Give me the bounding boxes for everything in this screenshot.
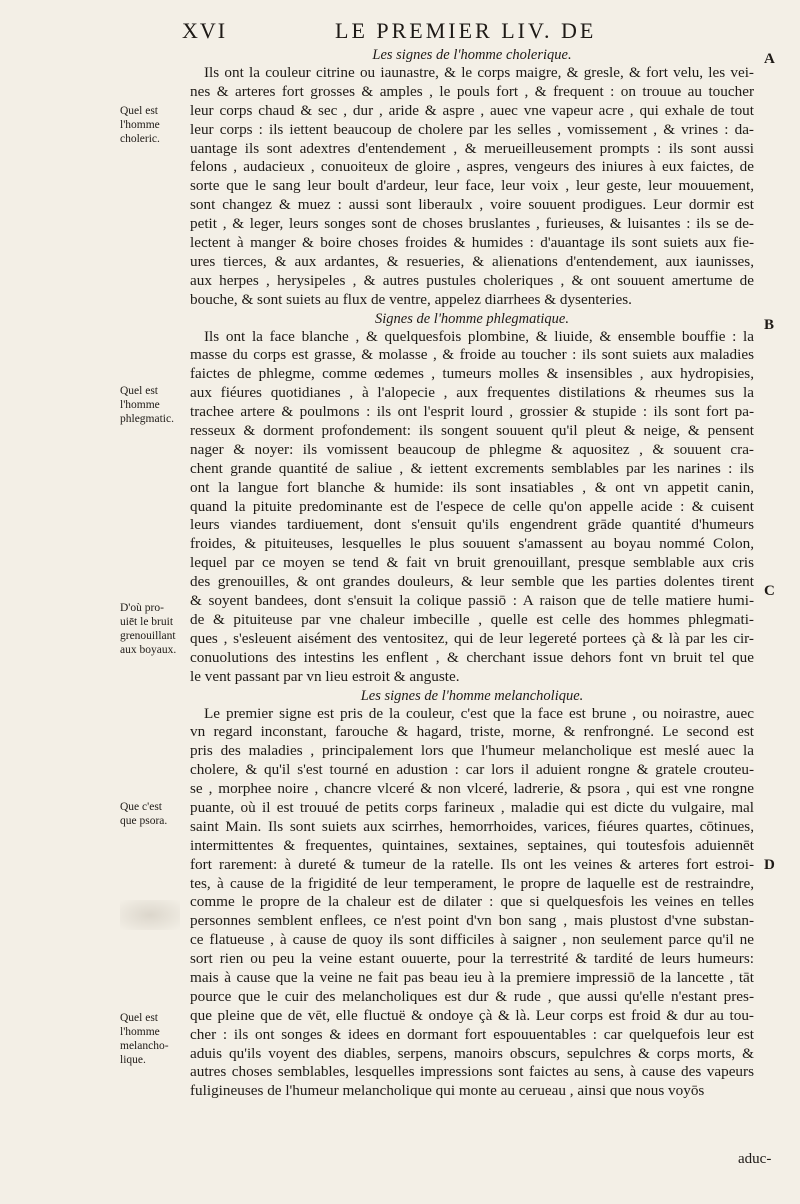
text-line: le vent passant par vn lieu estroit & anguste. [190,667,460,685]
margin-letter-c: C [764,583,775,599]
margin-note-line: que psora. [120,815,168,827]
margin-letter-b: B [764,317,775,333]
text-line: quand la pituite predominante est de l'espece de celle qu'on appelle acide : & cuisent [190,497,754,515]
margin-letter-a: A [764,51,775,67]
text-line: ce flatueuse , à cause de quoy ils sont difficiles à saigner , non seulement parce qu'il ne [190,931,754,949]
text-line: cher : ils ont songes & idees en dormant fort espouuentables : car quelquefois leur est [190,1025,754,1043]
text-line: lequel par ce moyen se tend & fait vn bruit grenouillant, presque semblable aux cris [190,554,754,572]
text-line: pris des maladies , principalement lors que l'humeur melancholique est meslé auec la [190,742,754,760]
text-line: sont changez & muez : aussi sont liberaulx , voire souuent prodigues. Leur dormir est [190,196,754,214]
text-line: leur corps : ils iettent beaucoup de cholere par les selles , vomissement , & vrines : da- [190,120,754,138]
text-line: autres choses semblables, lesquelles impressions sont faictes au sens, à cause des vapeurs [190,1063,754,1081]
page-header [0,0,800,44]
text-line: nes & arteres fort grosses & amples , le pouls fort , & frequent : on trouue au toucher [190,82,754,100]
margin-note-line: Quel est [120,1012,159,1024]
text-line: uantage ils sont adextres d'entendement , & merueilleusement prompts : ils sont aussi [190,139,754,157]
text-line: tes, à cause de la frigidité de leur temperament, le propre de laquelle est de restraindre, [190,874,754,892]
text-line: cholere, & qu'il s'est tourné en adustion : car lors il aduient rongne & gratele crouteu- [190,761,754,779]
margin-note-line: aux boyaux. [120,644,177,656]
margin-note-line: Que c'est [120,801,162,813]
catchword: aduc- [738,1151,772,1167]
margin-note-rumbling-bowels [120,601,188,657]
text-line: fuligineuses de l'humeur melancholique qui monte au cerueau , ainsi que nous voyōs [190,1082,705,1100]
text-line: nager & noyer: ils vomissent beaucoup de phlegme & aquositez , & souuent cra- [190,440,754,458]
margin-note-choleric [120,104,188,146]
margin-note-line: phlegmatic. [120,413,174,425]
text-line: mais à cause que la veine ne fait pas beau ieu à la premiere impressiō de la lancette , tāt [190,968,754,986]
margin-note-line: Quel est [120,105,159,117]
margin-letter-d: D [764,857,775,873]
text-line: des grenouilles, & ont grandes douleurs, & leur semble que les parties dolentes tirent [190,573,754,591]
margin-note-line: D'où pro- [120,602,164,614]
bleed-through-smudge [120,900,180,930]
margin-note-melancholic [120,1011,188,1067]
text-line: lectent à manger & boire choses froides & humides : d'auantage ils sont suiets aux fie- [190,234,754,252]
text-line: aduis qu'ils voyent des diables, serpens, manoirs obscurs, sepulchres & corps morts, & [190,1044,754,1062]
text-line: pource que le cuir des melancholiques est dur & rude , que aussi qu'elle n'estant pres- [190,987,754,1005]
section-body-choleric [190,64,754,310]
text-line: & soyent bandees, dont s'ensuit la colique passiō : A raison que de telle matiere humi- [190,592,754,610]
margin-note-line: Quel est [120,385,159,397]
text-line: leur corps chaud & sec , dur , aride & aspre , auec vne vapeur acre , qui exhale de tout [190,101,754,119]
text-line: se , morphee noire , chancre vlceré & non vlceré, ladrerie, & psora , qui est vne rongne [190,780,754,798]
text-line: vn regard inconstant, farouche & hagard, triste, morne, & renfrongné. Le second est [190,723,754,741]
margin-note-line: l'homme [120,399,160,411]
text-line: sort rien ou peu la veine estant ouuerte, pour la terrestrité & tardité de leurs humeurs: [190,950,754,968]
main-text [190,46,754,1101]
running-title: LE PREMIER LIV. DE [335,18,597,43]
text-line: Le premier signe est pris de la couleur, c'est que la face est brune , ou noirastre, auec [204,704,754,722]
section-heading-melancholic: Les signes de l'homme melancholique. [360,687,584,704]
text-line: chent grande quantité de saliue , & iettent excrements semblables par les narines : ils [190,459,754,477]
text-line: personnes semblent enflees, ce n'est point d'vn bon sang , mais plustost d'vne substan- [190,912,754,930]
text-line: conuolutions des intestins les enflent , & cherchant issue dehors font vn bruit tel que [190,648,754,666]
margin-note-line: grenouillant [120,630,176,642]
section-body-phlegmatic [190,328,754,687]
text-line: faictes de phlegme, comme œdemes , tumeurs molles & insensibles , aux hydropisies, [190,365,754,383]
text-line: bouche, & sont suiets au flux de ventre, appelez diarrhees & dysenteries. [190,290,632,308]
text-line: masse du corps est grasse, & molasse , & froide au toucher : ils sont suiets aux maladies [190,346,754,364]
text-line: que pleine que de vēt, elle fluctuë & ondoye çà & là. Leur corps est froid & dur au tou- [190,1006,754,1024]
margin-note-psora [120,800,188,828]
margin-note-line: l'homme [120,119,160,131]
section-heading-phlegmatic: Signes de l'homme phlegmatique. [375,310,569,327]
section-body-melancholic [190,705,754,1102]
folio-number: XVI [182,18,228,43]
margin-note-line: choleric. [120,133,160,145]
text-line: puante, où il est trouué de petits corps farineux , maladie qui est dicte du vulgaire, mal [190,798,754,816]
text-line: sorte que le sang leur boult d'ardeur, leur face, leur voix , leur geste, leur mouuement, [190,177,754,195]
text-line: comme le propre de la chaleur est de dilater : que si quelquesfois les veines en telles [190,893,754,911]
margin-note-line: melancho- [120,1040,169,1052]
text-line: petit , & leger, leurs songes sont de choses bruslantes , furieuses, & luisantes : ils se de- [190,215,754,233]
margin-note-line: l'homme [120,1026,160,1038]
text-line: felons , audacieux , conuoiteux de gloire , aspres, vengeurs des iniures à eux faictes, de [190,158,754,176]
text-line: fort rarement: à dureté & tumeur de la ratelle. Ils ont les veines & arteres fort estroi- [190,855,754,873]
text-line: de & pituiteuse par vne chaleur imbecille , quelle est celle des hommes phlegmati- [190,610,754,628]
text-line: froides, & pituiteuses, lesquelles le plus souuent s'amassent au boyau nommé Colon, [190,535,754,553]
text-line: resseux & dorment profondement: ils songent souuent qu'il pleut & neige, & pensent [190,422,754,440]
margin-note-line: lique. [120,1054,146,1066]
text-line: intermittentes & frequentes, quintaines, sextaines, septaines, qui toutesfois aduiennēt [190,836,754,854]
text-line: leurs viandes tardiuement, dont s'ensuit qu'ils engendrent grāde quantité d'humeurs [190,516,754,534]
text-line: ont la langue fort blanche & humide: ils sont insatiables , & ont vn appetit canin, [190,478,754,496]
text-line: aux fiéures quotidianes , à l'alopecie , aux frequentes distilations & rheumes sus la [190,384,754,402]
margin-note-phlegmatic [120,384,188,426]
margin-note-line: uiēt le bruit [120,616,174,628]
section-heading-choleric: Les signes de l'homme cholerique. [372,47,572,63]
text-line: Ils ont la face blanche , & quelquesfois plombine, & liuide, & ensemble bouffie : la [204,327,754,345]
text-line: aux herpes , herysipeles , & autres pustules choleriques , & ont souuent amertume de [190,271,754,289]
text-line: saint Main. Ils sont suiets aux scirrhes, hemorrhoides, varices, fiéures quartes, cōtinues, [190,817,754,835]
text-line: ures tierces, & aux ardantes, & resueries, & alienations d'entendement, aux iaunisses, [190,252,754,270]
text-line: trachee artere & poulmons : ils ont l'esprit lourd , grossier & stupide : ils sont fort pa- [190,403,754,421]
text-line: Ils ont la couleur citrine ou iaunastre, & le corps maigre, & gresle, & fort velu, les vei- [204,64,754,81]
text-line: ques , s'esleuent aisément des ventositez, qui de leur legereté portees çà & là par les cir- [190,629,754,647]
